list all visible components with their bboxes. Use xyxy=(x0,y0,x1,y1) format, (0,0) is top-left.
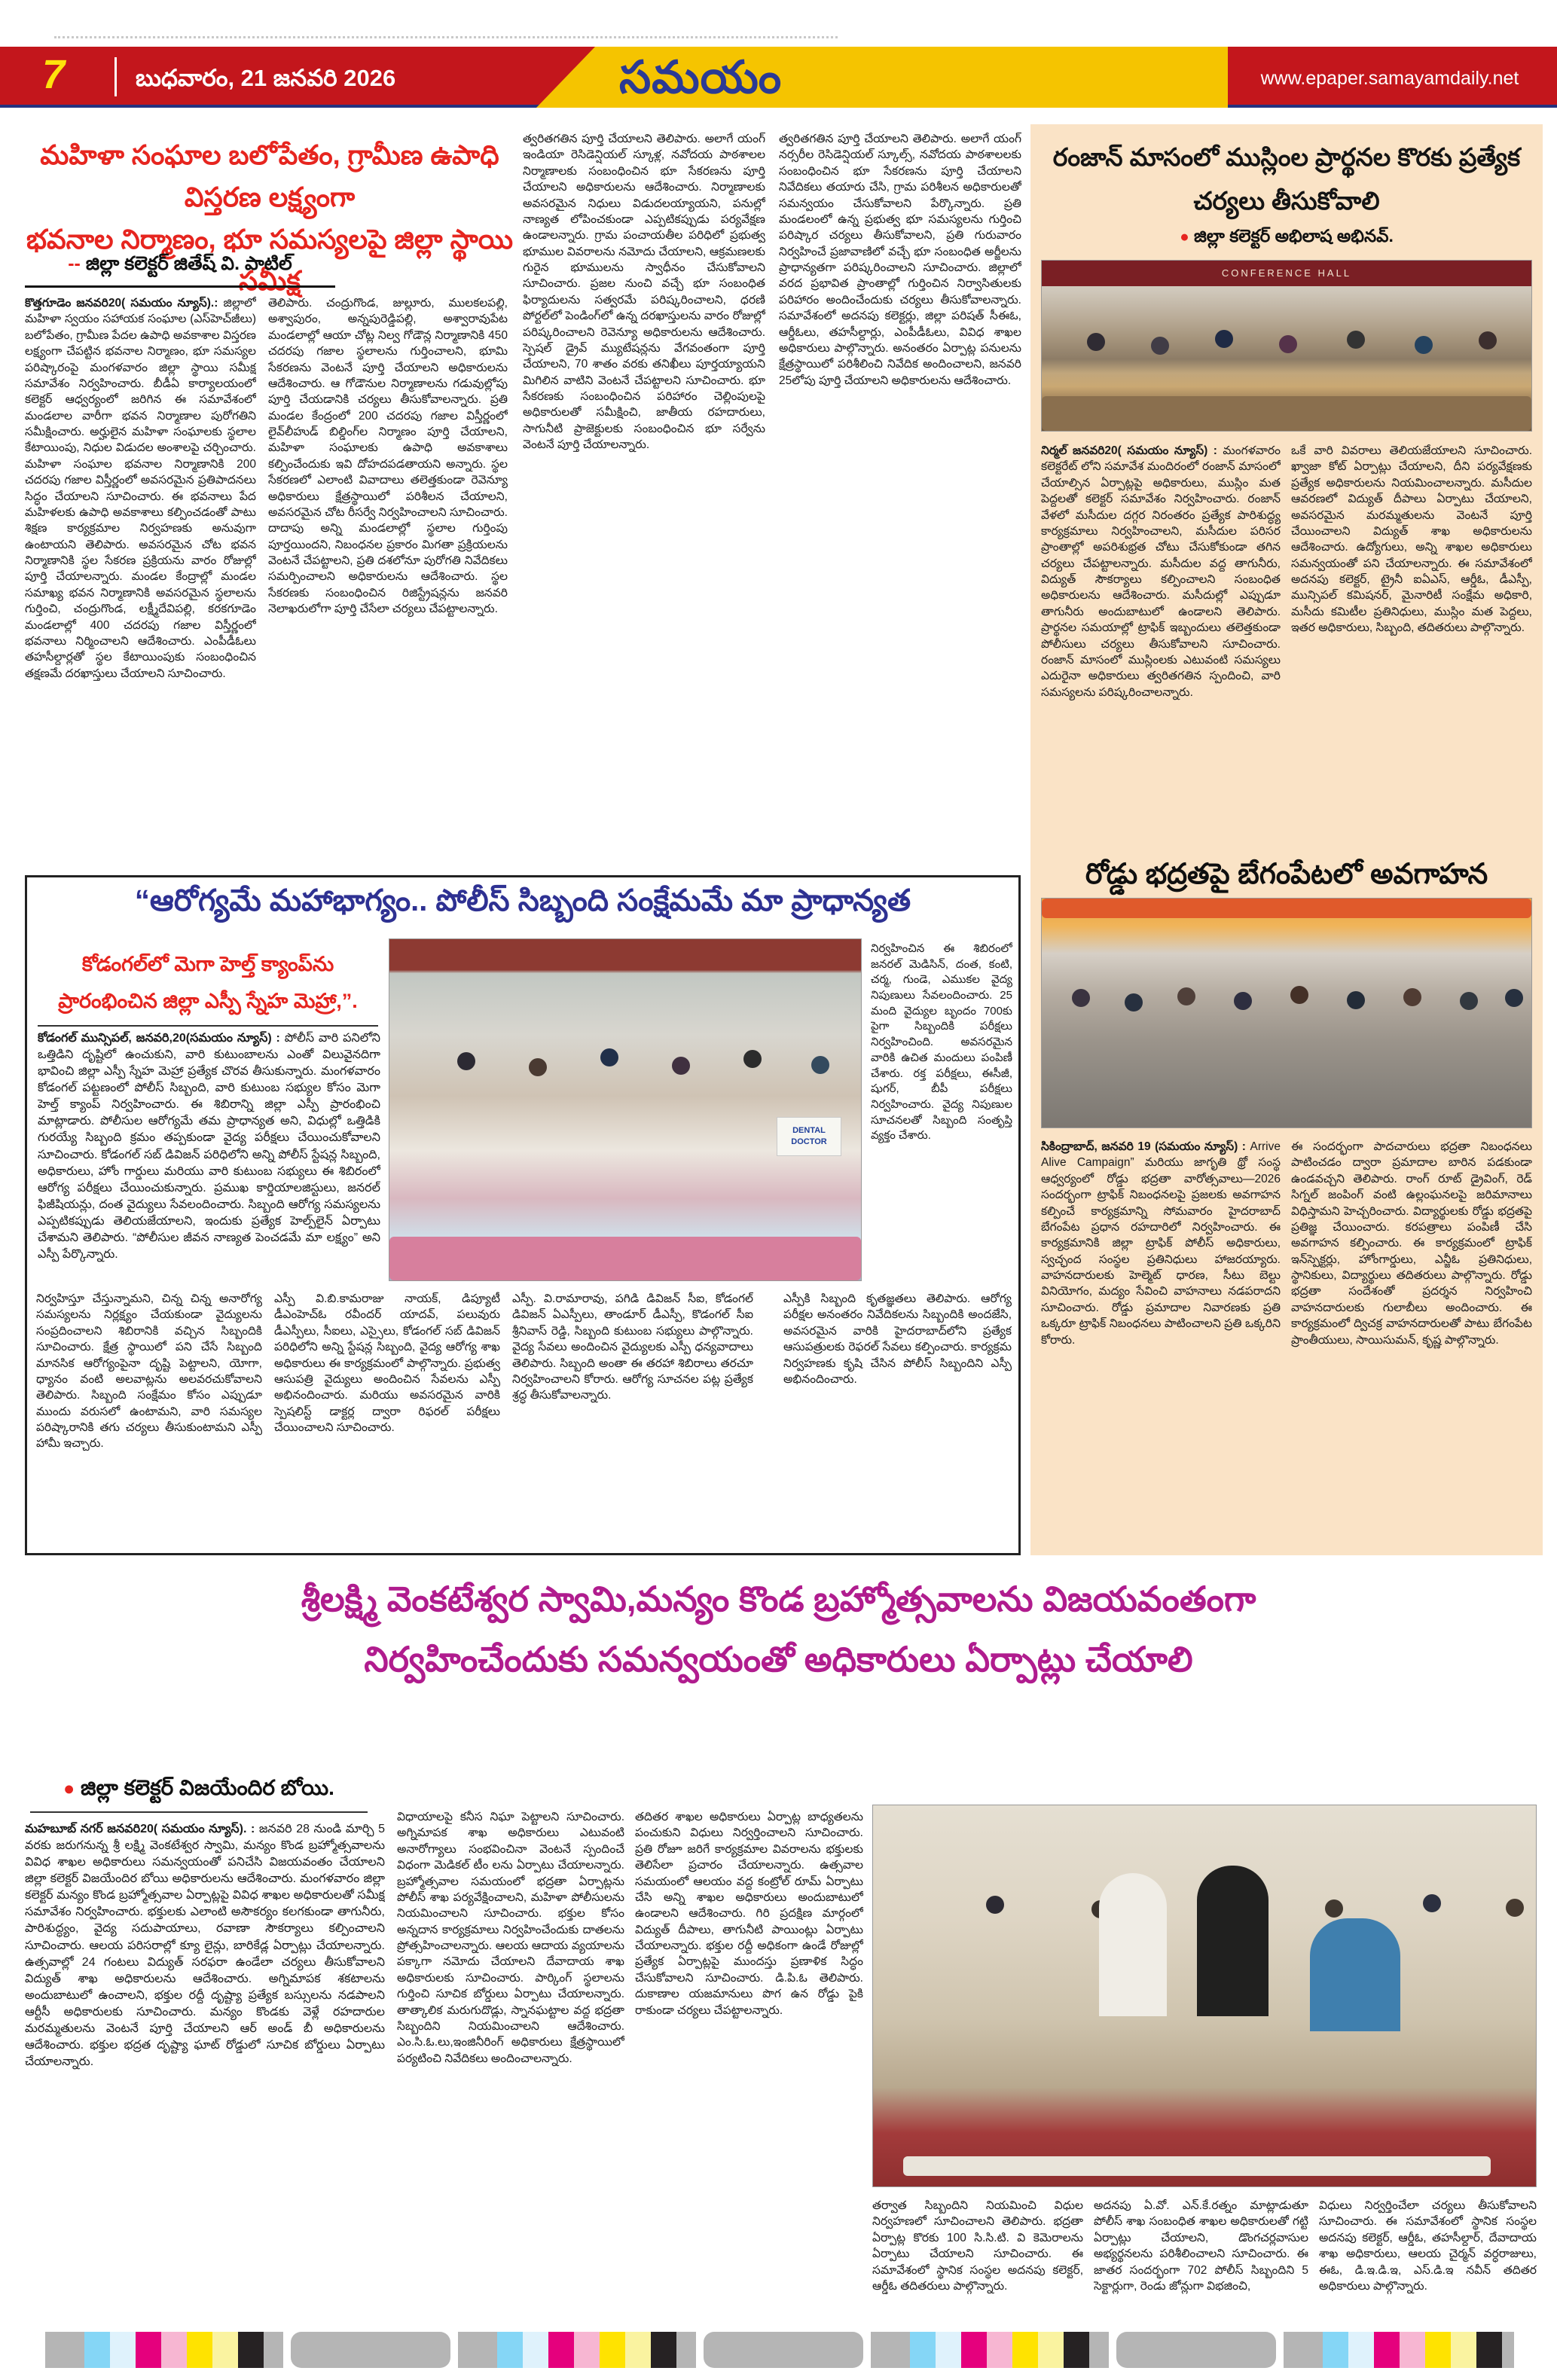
conference-hall-banner: CONFERENCE HALL xyxy=(1042,261,1531,286)
article2-byline: ● జిల్లా కలెక్టర్ అభిలాష అభినవ్. xyxy=(1180,226,1394,246)
conference-table xyxy=(1042,396,1531,431)
article5-headline-line2: నిర్వహించేందుకు సమన్వయంతో అధికారులు ఏర్పాట్లు చేయాలి xyxy=(364,1640,1193,1679)
people-in-photo xyxy=(457,1052,475,1070)
byline-bullet-icon: ● xyxy=(1180,228,1189,246)
masthead-divider xyxy=(114,57,117,96)
awning-strip xyxy=(1042,899,1531,918)
figure-saree xyxy=(1310,1918,1400,2031)
article5-column-2: విధాయాలపై కనీస నిఘా పెట్టాలని సూచించారు. అగ్నిమాపక శాఖ అధికారులు ఎటువంటి అనారోగ్యాలు సంభవించినా వెంటనే స్పందించే విధంగా మెడికల్ టీం లను ఏర్పాటు చేయాలన్నారు. బ్రహ్మోత్సవాల సమయంలో భద్రతా ఏర్పాట్లను పోలీస్ శాఖ పర్యవేక్షించాలని, మహిళా పోలీసులను నియమించాలని సూచించారు. భక్తుల కోసం అన్నదాన కార్యక్రమాలు నిర్వహించేందుకు దాతలను ప్రోత్సహించాలన్నారు. ఆలయ ఆదాయ వ్యయాలను పక్కాగా నమోదు చేయాలని దేవాదాయ శాఖ అధికారులకు సూచించారు. పార్కింగ్ స్థలాలను గుర్తించి సూచిక బోర్డులు ఏర్పాటు చేయాలన్నారు. తాత్కాలిక మరుగుదొడ్లు, స్నానఘట్టాల వద్ద భద్రతా సిబ్బందిని నియమించాలని ఆదేశించారు. ఎం.సి.ఓ.లు,ఇంజినీరింగ్ అధికారులు క్షేత్రస్థాయిలో పర్యటించి నివేదికలు అందించాలన్నారు. xyxy=(397,1811,624,2065)
byline-dashes: -- xyxy=(68,253,81,274)
newspaper-title: సమయం xyxy=(619,52,783,102)
people-in-photo xyxy=(1087,333,1105,351)
article1-headline-line1: మహిళా సంఘాల బలోపేతం, గ్రామీణ ఉపాధి విస్తరణ లక్ష్యంగా xyxy=(40,139,499,212)
epaper-url[interactable]: www.epaper.samayamdaily.net xyxy=(1260,68,1519,89)
article4-left-column: కోడంగల్ మున్సిపల్, జనవరి,20(సమయం న్యూస్) : పోలీస్ వారి పనిలోని ఒత్తిడిని దృష్టిలో ఉంచుకుని, వారి కుటుంబాలను ఎంతో విలువైనదిగా భావించి జిల్లా ఎస్పీ స్నేహ మెహ్రా ప్రత్యేక చొరవ తీసుకున్నారు. మంగళవారం కోడంగల్ పట్టణంలో పోలీస్ సిబ్బంది, వారి కుటుంబ సభ్యుల కోసం మెగా హెల్త్ క్యాంప్ నిర్వహించారు. ఈ శిబిరాన్ని జిల్లా ఎస్పీ ప్రారంభించి మాట్లాడారు. పోలీసుల ఆరోగ్యమే తమ ప్రాధాన్యత అని, విధుల్లో ఒత్తిడికి గురయ్యే సిబ్బంది క్రమం తప్పకుండా వైద్య పరీక్షలు చేయించుకోవాలని సూచించారు. కోడంగల్ సబ్ డివిజన్ పరిధిలోని అన్ని పోలీస్ స్టేషన్ల సిబ్బంది, అధికారులు, హోం గార్డులు మరియు వారి కుటుంబ సభ్యులు ఈ శిబిరంలో ఆరోగ్య పరీక్షలు చేయించుకున్నారు. ప్రముఖ కార్డియాలజిస్టులు, జనరల్ ఫిజీషియన్లు, దంత వైద్యులు సేవలందించారు. సిబ్బంది ఆరోగ్య సమస్యలను ఎప్పటికప్పుడు తెలియజేయాలని, ఇందుకు ప్రత్యేక హెల్ప్‌లైన్ ఏర్పాటు చేశామని తెలిపారు. “పోలీసుల జీవన నాణ్యత పెంచడమే మా లక్ష్యం” అని ఎస్పీ పేర్కొన్నారు. xyxy=(38,1032,380,1262)
page-number: 7 xyxy=(42,52,66,97)
article1-byline: -- జిల్లా కలెక్టర్ జితేష్ వి. పాటిల్ xyxy=(25,253,335,288)
temple-meeting-photo xyxy=(872,1805,1537,2187)
article5-column-1: మహబూబ్ నగర్ జనవరి20( సమయం న్యూస్). : జనవరి 28 నుండి మార్చి 5 వరకు జరుగనున్న శ్రీ లక్ష్మి వెంకటేశ్వర స్వామి, మన్యం కొండ బ్రహ్మోత్సవాలను వివిధ శాఖల అధికారులు సమన్వయంతో పనిచేసి విజయవంతం చేయాలని జిల్లా కలెక్టర్ విజయేందిర బోయి అధికారులను ఆదేశించారు. మంగళవారం జిల్లా కలెక్టర్ మన్యం కొండ బ్రహ్మోత్సవాల ఏర్పాట్లపై వివిధ శాఖల అధికారులతో సమీక్ష సమావేశం నిర్వహించారు. భక్తులకు ఎలాంటి అసౌకర్యం కలగకుండా తాగునీరు, పారిశుద్ధ్యం, వైద్య సదుపాయాలు, రవాణా సౌకర్యాలు కల్పించాలని సూచించారు. ఆలయ పరిసరాల్లో క్యూ లైన్లు, బారికేడ్ల ఏర్పాట్లు చేయాలన్నారు. ఉత్సవాల్లో 24 గంటలు విద్యుత్ సరఫరా ఉండేలా చర్యలు తీసుకోవాలని విద్యుత్ శాఖ అధికారులను ఆదేశించారు. అగ్నిమాపక శకటాలను అందుబాటులో ఉంచాలని, భక్తుల రద్దీ దృష్ట్యా ప్రత్యేక బస్సులను నడపాలని ఆర్టీసీ అధికారులకు సూచించారు. మన్యం కొండకు వెళ్లే రహదారుల మరమ్మతులను వెంటనే పూర్తి చేయాలని ఆర్ అండ్ బీ అధికారులను ఆదేశించారు. భక్తుల భద్రత దృష్ట్యా ఘాట్ రోడ్డులో సూచిక బోర్డులు ఏర్పాటు చేయాలన్నారు. xyxy=(25,1823,385,2069)
registration-bar xyxy=(45,2332,1514,2368)
article5-byline: ● జిల్లా కలెక్టర్ విజయేందిర బోయి. xyxy=(30,1776,368,1813)
conference-hall-photo xyxy=(1041,260,1532,432)
article4-right-column: నిర్వహించిన ఈ శిబిరంలో జనరల్ మెడిసిన్, దంత, కంటి, చర్మ, గుండె, ఎముకల వైద్య నిపుణులు సేవలందించారు. 25 మంది వైద్యుల బృందం 700కు పైగా సిబ్బందికి పరీక్షలు నిర్వహించింది. అవసరమైన వారికి ఉచిత మందులు పంపిణీ చేశారు. రక్త పరీక్షలు, ఈసీజీ, షుగర్, బీపీ పరీక్షలు నిర్వహించారు. వైద్య నిపుణుల సూచనలతో సిబ్బంది సంతృప్తి వ్యక్తం చేశారు. xyxy=(871,942,1012,1143)
dental-doctor-sign: DENTAL DOCTOR xyxy=(777,1117,841,1156)
figure-black-shirt xyxy=(1197,1866,1268,2016)
article4-bottom-column-1: నిర్వహిస్తూ చేస్తున్నామని, చిన్న చిన్న అనారోగ్య సమస్యలను నిర్లక్ష్యం చేయకుండా వైద్యులను సంప్రదించాలని శిబిరానికి వచ్చిన సిబ్బందికి సూచించారు. క్షేత్ర స్థాయిలో పని చేసే సిబ్బంది మానసిక ఆరోగ్యంపైనా దృష్టి పెట్టాలని, యోగా, ధ్యానం వంటి అలవాట్లను అలవరచుకోవాలని తెలిపారు. సిబ్బంది సంక్షేమం కోసం ఎప్పుడూ ముందు వరుసలో ఉంటామని, వారి సమస్యల పరిష్కారానికి తగు చర్యలు తీసుకుంటామని ఎస్పీ హామీ ఇచ్చారు. xyxy=(36,1292,262,1451)
people-in-photo xyxy=(986,1896,1004,1914)
article2-column-2: ఒకే వారి వివరాలు తెలియజేయాలని సూచించారు. ఖ్వాజా కోట్ ఏర్పాట్లు చేయాలని, దీని పర్యవేక్షణకు ప్రత్యేక అధికారులను నియమించాలన్నారు. మసీదుల ఆవరణలో విద్యుత్ దీపాలు ఏర్పాటు చేయాలని, అవసరమైన మరమ్మతులను వెంటనే పూర్తి చేయించాలని విద్యుత్ శాఖ అధికారులను ఆదేశించారు. ఉద్యోగులు, అన్ని శాఖల అధికారులు సమన్వయంతో పని చేయాలన్నారు. ఈ సమావేశంలో అదనపు కలెక్టర్, ట్రైనీ ఐఏఎస్, ఆర్డీఓ, డీఎస్పీ, మున్సిపల్ కమిషనర్, మైనారిటీ సంక్షేమ అధికారి, మసీదు కమిటీల ప్రతినిధులు, ముస్లిం మత పెద్దలు, ఇతర అధికారులు, సిబ్బంది, తదితరులు పాల్గొన్నారు. xyxy=(1291,444,1532,635)
article1-column-3: త్వరితగతిన పూర్తి చేయాలని తెలిపారు. అలాగే యంగ్ ఇండియా రెసిడెన్షియల్ స్కూళ్ల, నవోదయ పాఠశాలల నిర్మాణాలకు సంబంధించిన భూ సేకరణను పూర్తి చేయాలని అధికారులను ఆదేశించారు. నిర్మాణాలకు అవసరమైన నిధులు విడుదలయ్యాయని, పనుల్లో నాణ్యత లోపించకుండా ఎప్పటికప్పుడు పర్యవేక్షణ ఉండాలన్నారు. గ్రామ పంచాయతీల పరిధిలో ప్రభుత్వ భూముల వివరాలను నమోదు చేయాలని, ఆక్రమణలకు గురైన భూములను స్వాధీనం చేసుకోవాలని సూచించారు. ప్రజల నుంచి వచ్చే భూ సంబంధిత ఫిర్యాదులను సత్వరమే పరిష్కరించాలని, ధరణి పోర్టల్‌లో పెండింగ్‌లో ఉన్న దరఖాస్తులను వారం రోజుల్లో పరిష్కరించాలని రెవెన్యూ అధికారులను ఆదేశించారు. స్పెషల్ డ్రైవ్ మ్యుటేషన్లను వేగవంతంగా పూర్తి చేయాలని, 70 శాతం వరకు తనిఖీలు పూర్తయ్యాయని మిగిలిన వాటిని వెంటనే చేపట్టాలని సూచించారు. భూ సేకరణకు సంబంధించిన పరిహారం చెల్లింపులపై అధికారులతో సమీక్షించి, జాతీయ రహదారులు, సాగునీటి ప్రాజెక్టులకు సంబంధించిన భూ సర్వేను వెంటనే పూర్తి చేయాలన్నారు. xyxy=(523,133,765,452)
article5-bottom-column-3: విధులు నిర్వర్తించేలా చర్యలు తీసుకోవాలని సూచించారు. ఈ సమావేశంలో స్థానిక సంస్థల అదనపు కలెక్టర్, ఆర్డీఓ, తహసీల్దార్, దేవాదాయ శాఖ అధికారులు, ఆలయ చైర్మన్ వర్ధరాజులు, ఈఓ, డి.ఇ.డి.ఇ, ఎస్.డి.ఇ నవీన్ తదితర అధికారులు పాల్గొన్నారు. xyxy=(1319,2199,1537,2293)
top-trim-mark xyxy=(54,36,838,38)
article4-bottom-column-3: ఎస్పీ. వి.రామారావు, పగిడి డివిజన్ సీఐ, కోడంగల్ డివిజన్ ఏఎస్పీలు, తాండూర్ డీఎస్పీ, కొడంగల్ సీఐ శ్రీనివాస్ రెడ్డి, సిబ్బంది కుటుంబ సభ్యులు పాల్గొన్నారు. వైద్య సేవలు అందించిన వైద్యులకు ఎస్పీ ధన్యవాదాలు తెలిపారు. సిబ్బంది అంతా ఈ తరహా శిబిరాలు తరచూ నిర్వహించాలని కోరారు. ఆరోగ్య సూచనల పట్ల ప్రత్యేక శ్రద్ధ తీసుకోవాలన్నారు. xyxy=(512,1292,753,1402)
article3-headline: రోడ్డు భద్రతపై బేగంపేటలో అవగాహన xyxy=(1085,859,1488,890)
article2-headline: రంజాన్ మాసంలో ముస్లింల ప్రార్థనల కొరకు ప్రత్యేక చర్యలు తీసుకోవాలి xyxy=(1052,143,1521,215)
article5-column-3: తదితర శాఖల అధికారులు ఏర్పాట్ల బాధ్యతలను పంచుకుని విధులు నిర్వర్తించాలని సూచించారు. ప్రతి రోజూ జరిగే కార్యక్రమాల వివరాలను భక్తులకు తెలిసేలా ప్రచారం చేయాలన్నారు. ఉత్సవాల సమయంలో ఆలయం వద్ద కంట్రోల్ రూమ్ ఏర్పాటు చేసి అన్ని శాఖల అధికారులు అందుబాటులో ఉండాలని ఆదేశించారు. గిరి ప్రదక్షిణ మార్గంలో విద్యుత్ దీపాలు, తాగునీటి పాయింట్లు ఏర్పాటు చేయాలన్నారు. భక్తుల రద్దీ అధికంగా ఉండే రోజుల్లో ప్రత్యేక ఏర్పాట్లపై ముందస్తు ప్రణాళిక సిద్ధం చేసుకోవాలని సూచించారు. డి.పి.ఓ తెలిపారు. దుకాణాల యజమానులు పొగ ఉన రోడ్డు పైకి రాకుండా చర్యలు చేపట్టాలన్నారు. xyxy=(635,1811,863,2017)
article1-headline-line2: భవనాల నిర్మాణం, భూ సమస్యలపై జిల్లా స్థాయి సమీక్ష xyxy=(26,223,513,297)
article4-headline: “ఆరోగ్యమే మహాభాగ్యం.. పోలీస్ సిబ్బంది సంక్షేమమే మా ప్రాధాన్యత xyxy=(134,884,911,917)
article5-headline-line1: శ్రీలక్ష్మి వెంకటేశ్వర స్వామి,మన్యం కొండ బ్రహ్మోత్సవాలను విజయవంతంగా xyxy=(301,1579,1256,1619)
article2-column-1: నిర్మల్ జనవరి20( సమయం న్యూస్) : మంగళవారం కలెక్టరేట్ లోని సమావేశ మందిరంలో రంజాన్ మాసంలో చేయాల్సిన ఏర్పాట్లపై అధికారులు, ముస్లిం మత పెద్దలతో కలెక్టర్ సమావేశం నిర్వహించారు. రంజాన్ వేళలో మసీదుల దగ్గర నిరంతరం ప్రత్యేక పారిశుద్ధ్య కార్యక్రమాలు నిర్వహించాలని, మసీదుల పరిసర ప్రాంతాల్లో అపరిశుభ్రత చోటు చేసుకోకుండా తగిన చర్యలు చేపట్టాలన్నారు. మసీదుల వద్ద తాగునీరు, విద్యుత్ సౌకర్యాలు కల్పించాలని సంబంధిత అధికారులను ఆదేశించారు. మసీదుల్లో ఎప్పుడూ తాగునీరు అందుబాటులో ఉండాలని తెలిపారు. ప్రార్థనల సమయాల్లో ట్రాఫిక్ ఇబ్బందులు తలెత్తకుండా పోలీసులు చర్యలు తీసుకోవాలని సూచించారు. రంజాన్ మాసంలో ముస్లింలకు ఎటువంటి సమస్యలు ఎదురైనా అధికారులు త్వరితగతిన స్పందించి, వారి సమస్యలను పరిష్కరించాలన్నారు. xyxy=(1041,444,1281,699)
health-camp-photo xyxy=(389,938,862,1281)
article4-bottom-column-2: ఎస్పీ వి.బి.కామరాజు నాయక్, డిప్యూటీ డీఎంహెచ్ఓ రవీందర్ యాదవ్, పలువురు డీఎస్పీలు, సీఐలు, ఎస్సైలు, కోడంగల్ సబ్ డివిజన్ పరిధిలోని అన్ని స్టేషన్ల సిబ్బంది, వైద్య ఆరోగ్య శాఖ అధికారులు ఈ కార్యక్రమంలో పాల్గొన్నారు. ప్రభుత్వ ఆసుపత్రి వైద్యులు అందించిన సేవలను ఎస్పీ అభినందించారు. మరియు అవసరమైన వారికి స్పెషలిస్ట్ డాక్టర్ల ద్వారా రిఫరల్ పరీక్షలు చేయించాలని సూచించారు. xyxy=(274,1292,500,1434)
article4-subheadline: కోడంగల్‌లో మెగా హెల్త్ క్యాంప్‌ను ప్రారంభించిన జిల్లా ఎస్పీ స్నేహ మెహ్రా,”. xyxy=(38,946,378,1027)
figure-white-shirt xyxy=(1099,1873,1167,2016)
camp-table xyxy=(389,1237,861,1280)
article1-column-2: తెలిపారు. చంద్రుగొండ, జుల్లూరు, ములకలపల్లి, అశ్వాపురం, అన్నపురెడ్డిపల్లి, అశ్వారావుపేట మండలాల్లో ఆయా చోట్ల నిల్వ గోడౌన్ల నిర్మాణానికి 450 చదరపు గజాల స్థలాలను గుర్తించాలని, భూమి సేకరణను వెంటనే పూర్తి చేయాలని అధికారులను ఆదేశించారు. ఆ గోడౌనుల నిర్మాణాలను గడువుల్లోపు పూర్తి చేయడానికి చర్యలు తీసుకోవాలన్నారు. ప్రతి మండల కేంద్రంలో 200 చదరపు గజాల విస్తీర్ణంలో లైవ్‌లీహుడ్ బిల్డింగ్‌ల నిర్మాణం పూర్తి చేయాలని, మహిళా సంఘాలకు ఉపాధి అవకాశాలు కల్పించేందుకు ఇవి దోహదపడతాయని అన్నారు. స్థల సేకరణలో ఎలాంటి వివాదాలు తలెత్తకుండా రెవెన్యూ అధికారులు క్షేత్రస్థాయిలో పరిశీలన చేయాలని, అవసరమైన చోట రీసర్వే నిర్వహించాలని సూచించారు. దాదాపు అన్ని మండలాల్లో స్థలాల గుర్తింపు పూర్తయిందని, నిబంధనల ప్రకారం మిగతా ప్రక్రియలను వెంటనే చేపట్టాలని, ప్రతి దశలోనూ పురోగతి నివేదికలు సమర్పించాలని అధికారులను ఆదేశించారు. స్థల సేకరణకు సంబంధించిన రిజిస్ట్రేషన్లను జనవరి నెలాఖరులోగా పూర్తి చేసేలా చర్యలు చేపట్టాలన్నారు. xyxy=(268,297,508,616)
article1-column-1: కొత్తగూడెం జనవరి20( సమయం న్యూస్).: జిల్లాలో మహిళా స్వయం సహాయక సంఘాల (ఎస్‌హెచ్‌జీలు) బలోపేతం, గ్రామీణ పేదల ఉపాధి అవకాశాల విస్తరణ లక్ష్యంగా చేపట్టిన భవనాల నిర్మాణం, భూ సమస్యల పరిష్కారంపై మంగళవారం జిల్లా స్థాయి సమీక్ష సమావేశం నిర్వహించారు. బీడీఏ కార్యాలయంలో కలెక్టర్ ఆధ్వర్యంలో జరిగిన ఈ సమావేశంలో మండలాల వారీగా భవన నిర్మాణాల పురోగతిని సమీక్షించారు. అర్హులైన మహిళా సంఘాలకు స్థలాల కేటాయింపు, నిధుల విడుదల అంశాలపై చర్చించారు. మహిళా సంఘాల భవనాల నిర్మాణానికి 200 చదరపు గజాల విస్తీర్ణంలో అవసరమైన ప్రతిపాదనలు సిద్ధం చేయాలని సూచించారు. ఈ భవనాలు పేద మహిళలకు ఉపాధి అవకాశాలు కల్పించడంతో పాటు శిక్షణ కార్యక్రమాల నిర్వహణకు అనువుగా ఉంటాయని తెలిపారు. అవసరమైన చోట భవన నిర్మాణానికి స్థల సేకరణ ప్రక్రియను వారం రోజుల్లో పూర్తి చేయాలన్నారు. మండల కేంద్రాల్లో మండల సమాఖ్య భవన నిర్మాణానికి అవసరమైన స్థలాలను గుర్తించి, చంద్రుగొండ, లక్ష్మీదేవిపల్లి, కరకగూడెం మండలాల్లో 400 చదరపు గజాల విస్తీర్ణంలో భవనాలు నిర్మించాలని ఆదేశించారు. ఎంపీడీఓలు తహసీల్దార్లతో స్థల కేటాయింపుకు సంబంధించిన తక్షణమే దరఖాస్తులు చేయాలని సూచించారు. xyxy=(25,297,256,680)
byline-bullet-icon: ● xyxy=(63,1778,75,1799)
article1-column-4: త్వరితగతిన పూర్తి చేయాలని తెలిపారు. అలాగే యంగ్ నర్సరీల రెసిడెన్షియల్ స్కూల్స్, నవోదయ పాఠశాలలకు సంబంధించిన భూ సేకరణను పూర్తి చేయాలని నివేదికలు తయారు చేసి, గ్రామ పరిశీలన అధికారులతో సమన్వయం చేసుకోవాలని పేర్కొన్నారు. ప్రతి మండలంలో ఉన్న ప్రభుత్వ భూ సమస్యలను గుర్తించి పరిష్కార చర్యలు తీసుకోవాలని, ప్రతి గురువారం నిర్వహించే ప్రజావాణిలో వచ్చే భూ సంబంధిత అర్జీలను ప్రాధాన్యతగా పరిష్కరించాలని సూచించారు. జిల్లాలో వరద ప్రభావిత ప్రాంతాల్లో గుర్తించిన నిర్వాసితులకు పరిహారం అందించేందుకు చర్యలు తీసుకోవాలన్నారు. సమావేశంలో అదనపు కలెక్టర్లు, జిల్లా పరిషత్ సీఈఓ, ఆర్డీఓలు, తహసీల్దార్లు, ఎంపీడీఓలు, వివిధ శాఖల అధికారులు పాల్గొన్నారు. అనంతరం ఏర్పాట్ల పనులను క్షేత్రస్థాయిలో పరిశీలించి నివేదిక అందించాలని, జనవరి 25లోపు పూర్తి చేయాలని అధికారులను ఆదేశించారు. xyxy=(779,133,1021,387)
papers-on-table xyxy=(903,2156,1491,2176)
road-safety-photo xyxy=(1041,898,1532,1128)
article5-bottom-column-1: తర్వాత సిబ్బందిని నియమించి విధుల నిర్వహణలో సూచించాలని తెలిపారు. భద్రతా ఏర్పాట్ల కొరకు 100 సి.సి.టి. వి కెమెరాలను ఏర్పాటు చేయాలని సూచించారు. ఈ సమావేశంలో స్థానిక సంస్థల అదనపు కలెక్టర్, ఆర్డీఓ తదితరులు పాల్గొన్నారు. xyxy=(872,2199,1083,2293)
article3-column-2: ఈ సందర్భంగా పాదచారులు భద్రతా నిబంధనలు పాటించడం ద్వారా ప్రమాదాల బారిన పడకుండా ఉండవచ్చని తెలిపారు. రాంగ్ రూట్ డ్రైవింగ్, రెడ్ సిగ్నల్ జంపింగ్ వంటి ఉల్లంఘనలపై జరిమానాలు విధిస్తామని హెచ్చరించారు. విద్యార్థులకు రోడ్డు భద్రతపై ప్రతిజ్ఞ చేయించారు. కరపత్రాలు పంపిణీ చేసి అవగాహన కల్పించారు. ఈ కార్యక్రమంలో ట్రాఫిక్ ఇన్‌స్పెక్టర్లు, హోంగార్డులు, ఎన్జీఓ ప్రతినిధులు, స్థానికులు, విద్యార్థులు తదితరులు పాల్గొన్నారు. రోడ్డు భద్రతా సందేశంతో ప్రదర్శన నిర్వహించి వాహనదారులకు గులాబీలు అందించారు. ఈ కార్యక్రమంలో ద్విచక్ర వాహనదారులతో పాటు బేగంపేట ప్రాంతీయులు, సాయిసుమన్, కృష్ణ పాల్గొన్నారు. xyxy=(1291,1140,1532,1347)
crowd-in-photo xyxy=(1072,989,1090,1007)
article5-bottom-column-2: అదనపు ఏ.వో. ఎన్.కే.రత్నం మాట్లాడుతూ పోలీస్ శాఖ సంబంధిత శాఖల అధికారులతో గట్టి ఏర్పాట్లు చేయాలని, డొంగచర్లవాసుల అభ్యర్థనలను పరిశీలించాలని సూచించారు. ఈ జాతర సందర్భంగా 702 పోలీస్ సిబ్బందిని 5 సెక్టార్లుగా, రెండు జోన్లుగా విభజించి, xyxy=(1094,2199,1308,2293)
article3-column-1: సికింద్రాబాద్, జనవరి 19 (సమయం న్యూస్) : Arrive Alive Campaign” మరియు జాగృతి థ్రో సంస్థ ఆధ్వర్యంలో రోడ్డు భద్రతా వారోత్సవాలు—2026 సందర్భంగా ట్రాఫిక్ నిబంధనలపై ప్రజలకు అవగాహన కల్పించే కార్యక్రమాన్ని సోమవారం హైదరాబాద్ బేగంపేట ప్రధాన రహదారిలో నిర్వహించారు. ఈ కార్యక్రమానికి జిల్లా ట్రాఫిక్ పోలీస్ అధికారులు, స్వచ్ఛంద సంస్థల ప్రతినిధులు హాజరయ్యారు. వాహనదారులకు హెల్మెట్ ధారణ, సీటు బెల్టు వినియోగం, మద్యం సేవించి వాహనాలు నడపరాదని సూచించారు. రోడ్డు ప్రమాదాల నివారణకు ప్రతి ఒక్కరూ ట్రాఫిక్ నిబంధనలు పాటించాలని ప్రతి ఒక్కరిని కోరారు. xyxy=(1041,1140,1281,1347)
edition-date: బుధవారం, 21 జనవరి 2026 xyxy=(136,65,396,91)
article4-bottom-column-4: ఎస్పీకి సిబ్బంది కృతజ్ఞతలు తెలిపారు. ఆరోగ్య పరీక్షల అనంతరం నివేదికలను సిబ్బందికి అందజేసి, అవసరమైన వారికి హైదరాబాద్‌లోని ప్రత్యేక ఆసుపత్రులకు రెఫరల్ సేవలు కల్పించారు. కార్యక్రమ నిర్వహణకు కృషి చేసిన పోలీస్ సిబ్బందిని ఎస్పీ అభినందించారు. xyxy=(783,1292,1012,1386)
masthead-band xyxy=(0,47,1557,108)
